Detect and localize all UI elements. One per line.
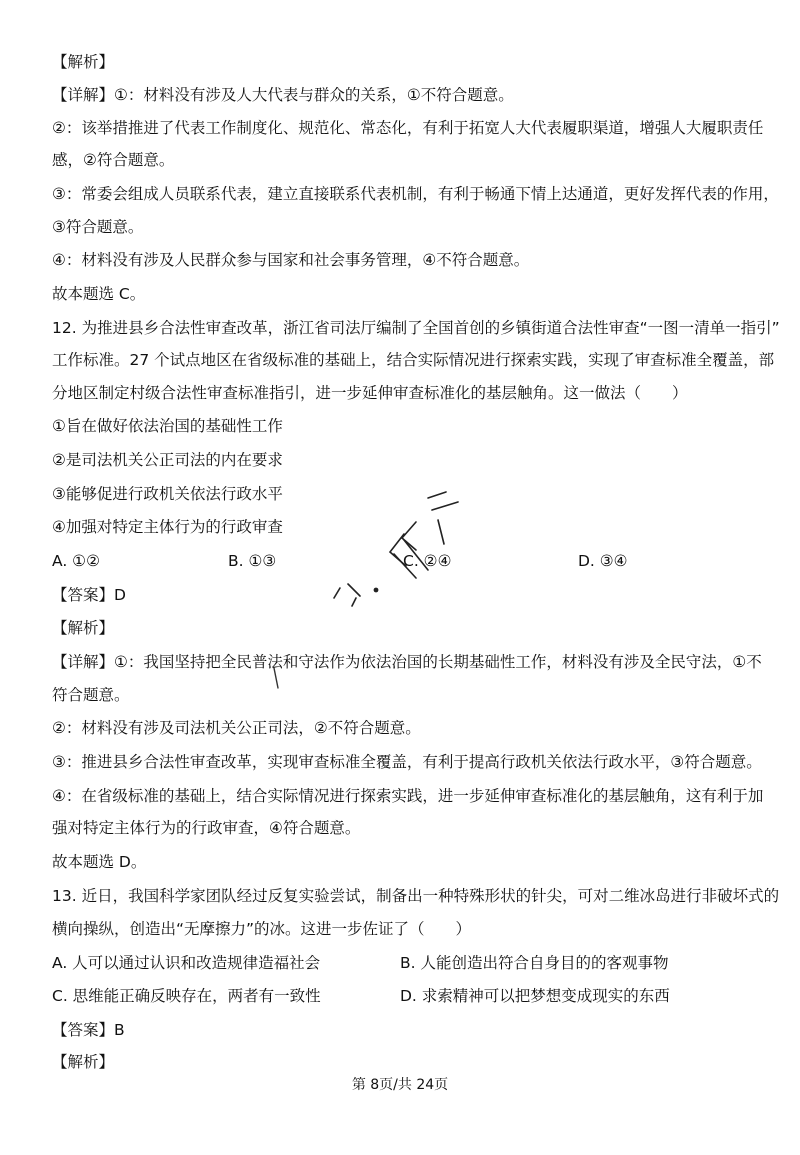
q12-option-b: B. ①③ [228,552,277,570]
q12-detail-4-cont: 强对特定主体行为的行政审查，④符合题意。 [52,819,361,837]
pencil-tick-mark [270,662,282,692]
q11-conclusion: 故本题选 C。 [52,285,146,303]
q13-option-b: B. 人能创造出符合自身目的的客观事物 [400,954,669,972]
q13-stem-1: 13. 近日，我国科学家团队经过反复实验尝试，制备出一种特殊形状的针尖，可对二维冰岛进行非破坏式的 [52,887,780,905]
q12-detail-3: ③：推进县乡合法性审查改革，实现审查标准全覆盖，有利于提高行政机关依法行政水平，③符合题意。 [52,753,762,771]
q12-option-d: D. ③④ [578,552,628,570]
q11-detail-4: ④：材料没有涉及人民群众参与国家和社会事务管理，④不符合题意。 [52,251,530,269]
q12-option-c: C. ②④ [403,552,452,570]
q12-stem-1: 12. 为推进县乡合法性审查改革，浙江省司法厅编制了全国首创的乡镇街道合法性审查“一图一清单一指引” [52,319,780,337]
q11-detail-1: 【详解】①：材料没有涉及人大代表与群众的关系，①不符合题意。 [52,86,514,104]
q12-conclusion: 故本题选 D。 [52,853,147,871]
q11-detail-2-cont: 感，②符合题意。 [52,151,175,169]
q11-detail-3-cont: ③符合题意。 [52,218,144,236]
pencil-scribble-mark [320,480,480,680]
q12-detail-4: ④：在省级标准的基础上，结合实际情况进行探索实践，进一步延伸审查标准化的基层触角，这有利于加 [52,787,764,805]
q12-analysis-heading: 【解析】 [52,619,115,637]
q13-option-c: C. 思维能正确反映存在，两者有一致性 [52,987,321,1005]
q12-stem-2: 工作标准。27 个试点地区在省级标准的基础上，结合实际情况进行探索实践，实现了审查标准全覆盖，部 [52,351,775,369]
q11-detail-3: ③：常委会组成人员联系代表，建立直接联系代表机制，有利于畅通下情上达通道，更好发挥代表的作用， [52,185,779,203]
q12-detail-1-cont: 符合题意。 [52,686,130,704]
q12-answer: 【答案】D [52,586,126,604]
q12-detail-2: ②：材料没有涉及司法机关公正司法，②不符合题意。 [52,719,421,737]
q12-option-a: A. ①② [52,552,100,570]
q12-statement-3: ③能够促进行政机关依法行政水平 [52,485,283,503]
q13-analysis-heading: 【解析】 [52,1053,115,1071]
q13-option-d: D. 求索精神可以把梦想变成现实的东西 [400,987,670,1005]
q12-detail-1: 【详解】①：我国坚持把全民普法和守法作为依法治国的长期基础性工作，材料没有涉及全民守法，①不 [52,653,762,671]
q13-stem-2: 横向操纵，创造出“无摩擦力”的冰。这进一步佐证了（ ） [52,920,472,938]
q13-answer: 【答案】B [52,1021,125,1039]
analysis-heading: 【解析】 [52,53,115,71]
q11-detail-2: ②：该举措推进了代表工作制度化、规范化、常态化，有利于拓宽人大代表履职渠道，增强人大履职责任 [52,119,764,137]
q12-stem-3: 分地区制定村级合法性审查标准指引，进一步延伸审查标准化的基层触角。这一做法（ ） [52,384,688,402]
page-number-footer: 第 8页/共 24页 [351,1077,449,1093]
q12-statement-2: ②是司法机关公正司法的内在要求 [52,451,283,469]
q12-statement-4: ④加强对特定主体行为的行政审查 [52,518,283,536]
q13-option-a: A. 人可以通过认识和改造规律造福社会 [52,954,321,972]
q12-statement-1: ①旨在做好依法治国的基础性工作 [52,417,283,435]
